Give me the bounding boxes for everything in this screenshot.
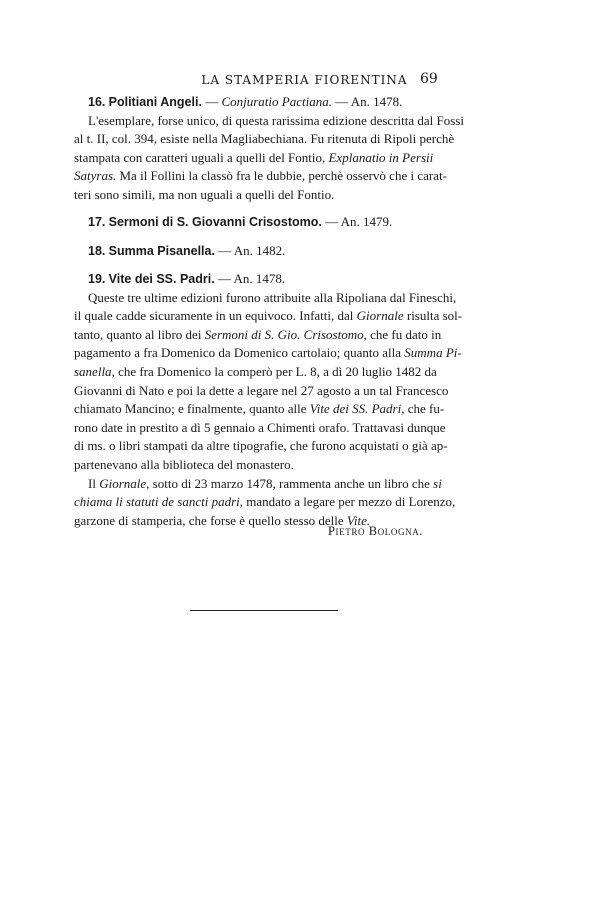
entry-16-line-2: al t. II, col. 394, esiste nella Magliabechiana. Fu ritenuta di Ripoli perchè (74, 131, 455, 147)
para1-line-9: di ms. o libri stampati da altre tipografie, che furono acquistati o già ap- (74, 438, 448, 454)
entry-16-line-4 (74, 167, 536, 186)
entry-16-work: Conjuratio Pactiana. (221, 94, 332, 109)
entry-18-title: Summa Pisanella. (108, 244, 215, 258)
entry-17-title: Sermoni di S. Giovanni Crisostomo. (108, 215, 322, 229)
para1-line-5 (74, 363, 536, 382)
para1-line-2i: Giornale (356, 308, 404, 324)
para1-line-5i: sanella (74, 363, 112, 379)
entry-16-line-3a: stampata con caratteri uguali a quelli del Fontio, (74, 149, 326, 165)
para2-line-1i: Giornale (99, 475, 147, 491)
entry-16-line-4b: Ma il Follini la classò fra le dubbie, perchè osservò che i carat- (119, 168, 447, 184)
entry-16-heading (74, 93, 536, 112)
para1-line-3 (74, 326, 536, 345)
para1-line-7a: chiamato Mancino; e finalmente, quanto alle (74, 401, 307, 417)
entry-16-dash: — (205, 94, 219, 109)
entry-17-year: — An. 1479. (325, 214, 393, 229)
entry-16-number: 16. (88, 95, 106, 109)
para2-line-3 (74, 512, 536, 531)
para1-line-2 (74, 307, 536, 326)
entry-18 (74, 242, 536, 261)
entry-17-number: 17. (88, 215, 106, 229)
page-number: 69 (420, 71, 438, 87)
para2-line-1a: Il (88, 475, 96, 491)
para1-line-7 (74, 400, 536, 419)
entry-16-line-3b: Explanatio in Persii (328, 149, 434, 165)
para1-line-10: partenevano alla biblioteca del monastero. (74, 456, 294, 472)
entry-16-year: — An. 1478. (335, 94, 403, 109)
entry-16-line-4a: Satyras. (74, 168, 117, 184)
para1-line-4 (74, 344, 536, 363)
para1-line-7i: Vite dei SS. Padri (309, 401, 402, 417)
para2-line-3i: Vite. (346, 512, 371, 528)
para1-line-5b: , che fra Domenico la comperò per L. 8, a dì 20 luglio 1482 da (111, 363, 437, 379)
para2-line-2 (74, 493, 536, 512)
entry-16 (74, 93, 536, 205)
entry-16-line-5: teri sono simili, ma non uguali a quelli del Fontio. (74, 186, 335, 202)
para1-line-8: rono date in prestito a dì 5 gennaio a Chimenti orafo. Trattavasi dunque (74, 419, 446, 435)
para2-line-2b: , mandato a legare per mezzo di Lorenzo, (239, 494, 456, 510)
para1-line-3i: Sermoni di S. Gio. Crisostomo (204, 326, 364, 342)
entry-16-title: Politiani Angeli. (108, 95, 202, 109)
entry-19-number: 19. (88, 272, 106, 286)
running-header: LA STAMPERIA FIORENTINA (201, 73, 408, 87)
author-signature: Pietro Bologna. (328, 524, 424, 538)
entry-18-number: 18. (88, 244, 106, 258)
section-divider-rule (190, 610, 338, 611)
para2-line-2i: chiama li statuti de sancti padri (74, 494, 240, 510)
para1-line-2a: il quale cadde sicuramente in un equivoco. Infatti, dal (74, 308, 354, 324)
entry-19 (74, 270, 536, 530)
entry-19-year: — An. 1478. (217, 271, 286, 286)
entry-17-heading (74, 213, 536, 232)
para2-line-3a: garzone di stamperia, che forse è quello stesso delle (74, 512, 344, 528)
para2-line-1i2: si (433, 475, 442, 491)
para2-line-1b: , sotto di 23 marzo 1478, rammenta anche un libro che (146, 475, 430, 491)
para1-line-6: Giovanni di Nato e poi la dette a legare nel 27 agosto a un tal Francesco (74, 382, 449, 398)
para1-line-1: Queste tre ultime edizioni furono attribuite alla Ripoliana dal Fineschi, (88, 289, 457, 305)
entry-16-line-3 (74, 149, 536, 168)
para1-line-3a: tanto, quanto al libro dei (74, 326, 202, 342)
entry-19-heading (74, 270, 536, 289)
para1-line-3b: , che fu dato in (363, 326, 442, 342)
para1-line-4i: Summa Pi- (404, 345, 462, 361)
para1-line-7b: , che fu- (401, 401, 445, 417)
entry-18-year: — An. 1482. (218, 243, 286, 258)
entry-17 (74, 213, 536, 232)
entry-16-line-1: L'esemplare, forse unico, di questa rarissima edizione descritta dal Fossi (88, 112, 464, 128)
entry-19-title: Vite dei SS. Padri. (108, 272, 215, 286)
para1-line-2b: risulta sol- (406, 308, 463, 324)
entry-18-heading (74, 242, 536, 261)
para1-line-4a: pagamento a fra Domenico da Domenico cartolaio; quanto alla (74, 345, 402, 361)
para2-line-1 (74, 475, 536, 494)
